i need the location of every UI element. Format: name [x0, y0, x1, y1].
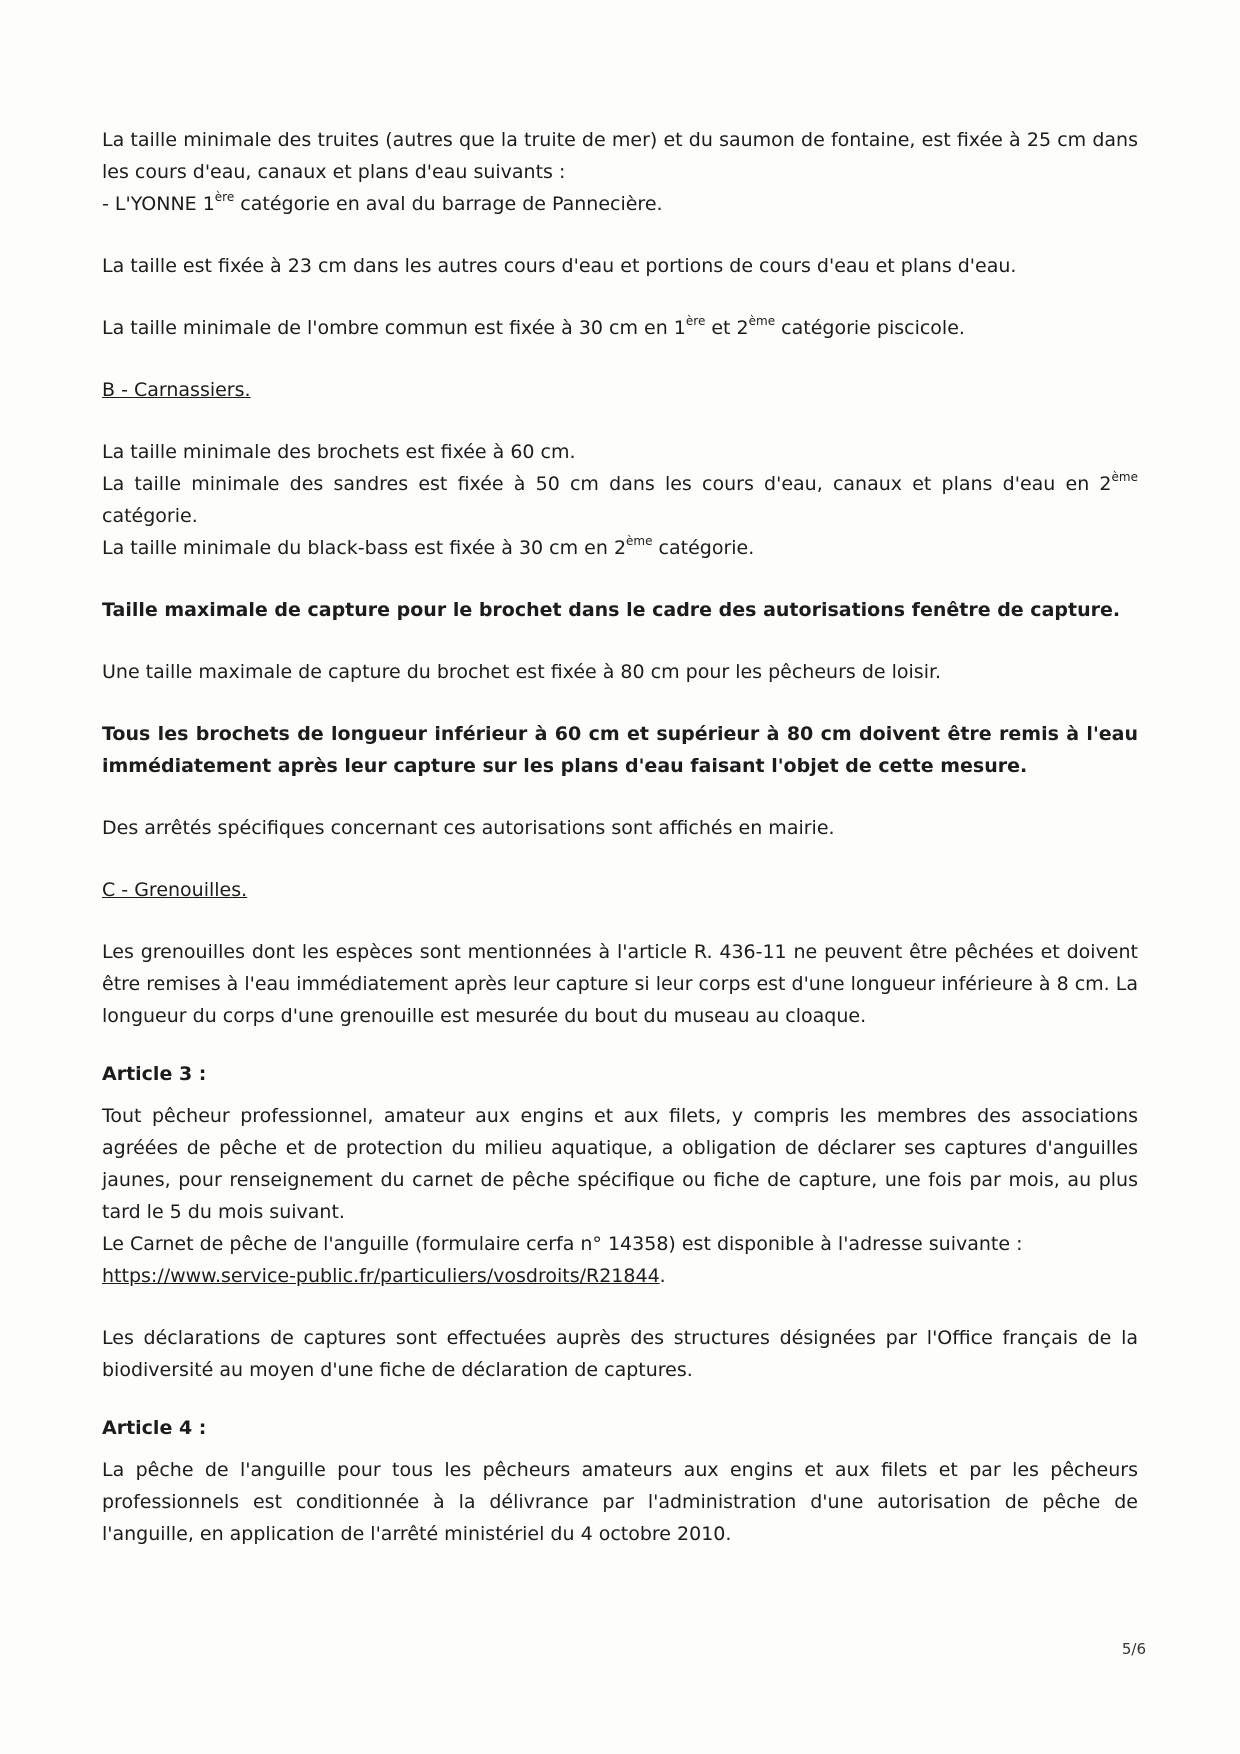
- article-3-paragraph: Tout pêcheur professionnel, amateur aux engins et aux filets, y compris les membres des associations agréées de pêche et de protection du milieu aquatique, a obligation de déclarer ses captures d'anguilles jaunes, pour renseignement du carnet de pêche spécifique ou fiche de capture, une fois par mois, au plus tard le 5 du mois suivant.: [102, 1105, 1138, 1223]
- declarations-paragraph: Les déclarations de captures sont effectuées auprès des structures désignées par l'Office français de la biodiversité au moyen d'une fiche de déclaration de captures.: [102, 1327, 1138, 1381]
- carnassiers-heading: B - Carnassiers.: [102, 379, 251, 401]
- yonne-line: - L'YONNE 1ère catégorie en aval du barrage de Pannecière.: [102, 190, 663, 215]
- document-body: [102, 124, 1138, 1550]
- grenouilles-paragraph: Les grenouilles dont les espèces sont mentionnées à l'article R. 436-11 ne peuvent être pêchées et doivent être remises à l'eau immédiatement après leur capture si leur corps est d'une longueur inférieure à 8 cm. La longueur du corps d'une grenouille est mesurée du bout du museau au cloaque.: [102, 941, 1138, 1027]
- service-public-link[interactable]: https://www.service-public.fr/particuliers/vosdroits/R21844: [102, 1265, 660, 1287]
- bass-size-paragraph: La taille minimale du black-bass est fixée à 30 cm en 2ème catégorie.: [102, 534, 755, 559]
- trout-size-paragraph: La taille minimale des truites (autres que la truite de mer) et du saumon de fontaine, est fixée à 25 cm dans les cours d'eau, canaux et plans d'eau suivants :: [102, 129, 1138, 183]
- trout-others-paragraph: La taille est fixée à 23 cm dans les autres cours d'eau et portions de cours d'eau et plans d'eau.: [102, 255, 1017, 277]
- carnet-link-line: https://www.service-public.fr/particuliers/vosdroits/R21844.: [102, 1265, 666, 1287]
- article-4-heading: Article 4 :: [102, 1417, 207, 1439]
- pike-release-paragraph: Tous les brochets de longueur inférieur à 60 cm et supérieur à 80 cm doivent être remis à l'eau immédiatement après leur capture sur les plans d'eau faisant l'objet de cette mesure.: [102, 723, 1138, 777]
- page-number: 5/6: [1121, 1640, 1146, 1658]
- grenouilles-heading: C - Grenouilles.: [102, 879, 248, 901]
- pike-size-paragraph: La taille minimale des brochets est fixée à 60 cm.: [102, 441, 576, 463]
- carnet-paragraph: Le Carnet de pêche de l'anguille (formulaire cerfa n° 14358) est disponible à l'adresse suivante :: [102, 1233, 1023, 1255]
- decrees-paragraph: Des arrêtés spécifiques concernant ces autorisations sont affichés en mairie.: [102, 817, 835, 839]
- pike-max-paragraph: Une taille maximale de capture du brochet est fixée à 80 cm pour les pêcheurs de loisir.: [102, 661, 942, 683]
- zander-size-paragraph: La taille minimale des sandres est fixée à 50 cm dans les cours d'eau, canaux et plans d'eau en 2ème catégorie.: [102, 470, 1138, 527]
- article-3-heading: Article 3 :: [102, 1063, 207, 1085]
- pike-max-heading: Taille maximale de capture pour le brochet dans le cadre des autorisations fenêtre de capture.: [102, 599, 1121, 621]
- article-4-paragraph: La pêche de l'anguille pour tous les pêcheurs amateurs aux engins et aux filets et par les pêcheurs professionnels est conditionnée à la délivrance par l'administration d'une autorisation de pêche de l'anguille, en application de l'arrêté ministériel du 4 octobre 2010.: [102, 1459, 1138, 1545]
- grayling-paragraph: La taille minimale de l'ombre commun est fixée à 30 cm en 1ère et 2ème catégorie piscicole.: [102, 314, 965, 339]
